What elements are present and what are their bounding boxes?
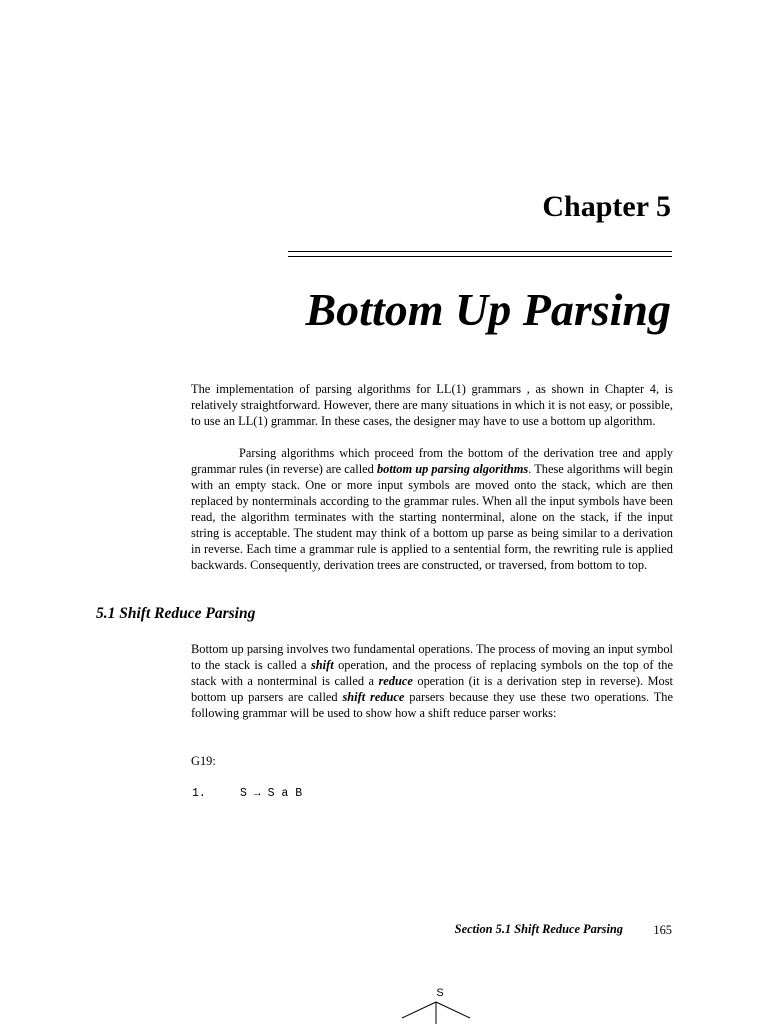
term-shift-reduce: shift reduce: [342, 690, 405, 704]
tree-branch-left: [402, 1002, 436, 1018]
section-text-a: Bottom up parsing involves two fundamental operations. The process of moving an input symbol to the stack is called a: [191, 642, 673, 672]
intro-paragraph-2-text-b: . These algorithms will begin with an empty stack. One or more input symbols are moved onto the stack, which are then replaced by nonterminals according to the grammar rules. When all the input symbols have been read, the algorithm terminates with the starting nonterminal, alone on the stack, if the input string is acceptable. The student may think of a bottom up parse as being similar to a derivation in reverse. Each time a grammar rule is applied to a sentential form, the rewriting rule is applied backwards. Consequently, derivation trees are constructed, or traversed, from bottom to top.: [191, 462, 674, 572]
section-text-c: operation (it is a derivation step in reverse). Most bottom up parsers are called: [191, 674, 673, 704]
tree-root-label: S: [436, 987, 444, 999]
section-text-b: operation, and the process of replacing symbols on the top of the stack with a nonterminal is called a: [191, 658, 673, 688]
section-text-d: parsers because they use these two operations. The following grammar will be used to show how a shift reduce parser works:: [191, 690, 673, 720]
derivation-tree-branches: [398, 998, 474, 1024]
grammar-rule: S → S a B: [240, 787, 303, 800]
footer-section-title: Section 5.1 Shift Reduce Parsing: [454, 922, 623, 936]
term-bottom-up-parsing-algorithms: bottom up parsing algorithms: [376, 462, 529, 476]
intro-paragraph-1: The implementation of parsing algorithms for LL(1) grammars , as shown in Chapter 4, is relatively straightforward. However, there are many situations in which it is not easy, or possible, to use an LL(1) grammar. In these cases, the designer may have to use a bottom up algorithm.: [191, 382, 673, 428]
title-rule-top: [288, 251, 672, 252]
intro-paragraph-2-text-a: Parsing algorithms which proceed from the bottom of the derivation tree and apply grammar rules (in reverse) are called: [191, 446, 673, 476]
intro-paragraph-2: [191, 445, 673, 573]
page-number: 165: [653, 923, 672, 937]
chapter-label: Chapter 5: [542, 190, 671, 223]
chapter-title: Bottom Up Parsing: [305, 284, 671, 335]
tree-branch-right: [436, 1002, 470, 1018]
section-heading: 5.1 Shift Reduce Parsing: [96, 605, 256, 622]
term-reduce: reduce: [378, 674, 413, 688]
section-paragraph: [191, 641, 673, 721]
term-shift: shift: [310, 658, 334, 672]
title-rule-bottom: [288, 256, 672, 257]
grammar-rule-number: 1.: [192, 787, 206, 800]
grammar-name: G19:: [191, 754, 216, 768]
